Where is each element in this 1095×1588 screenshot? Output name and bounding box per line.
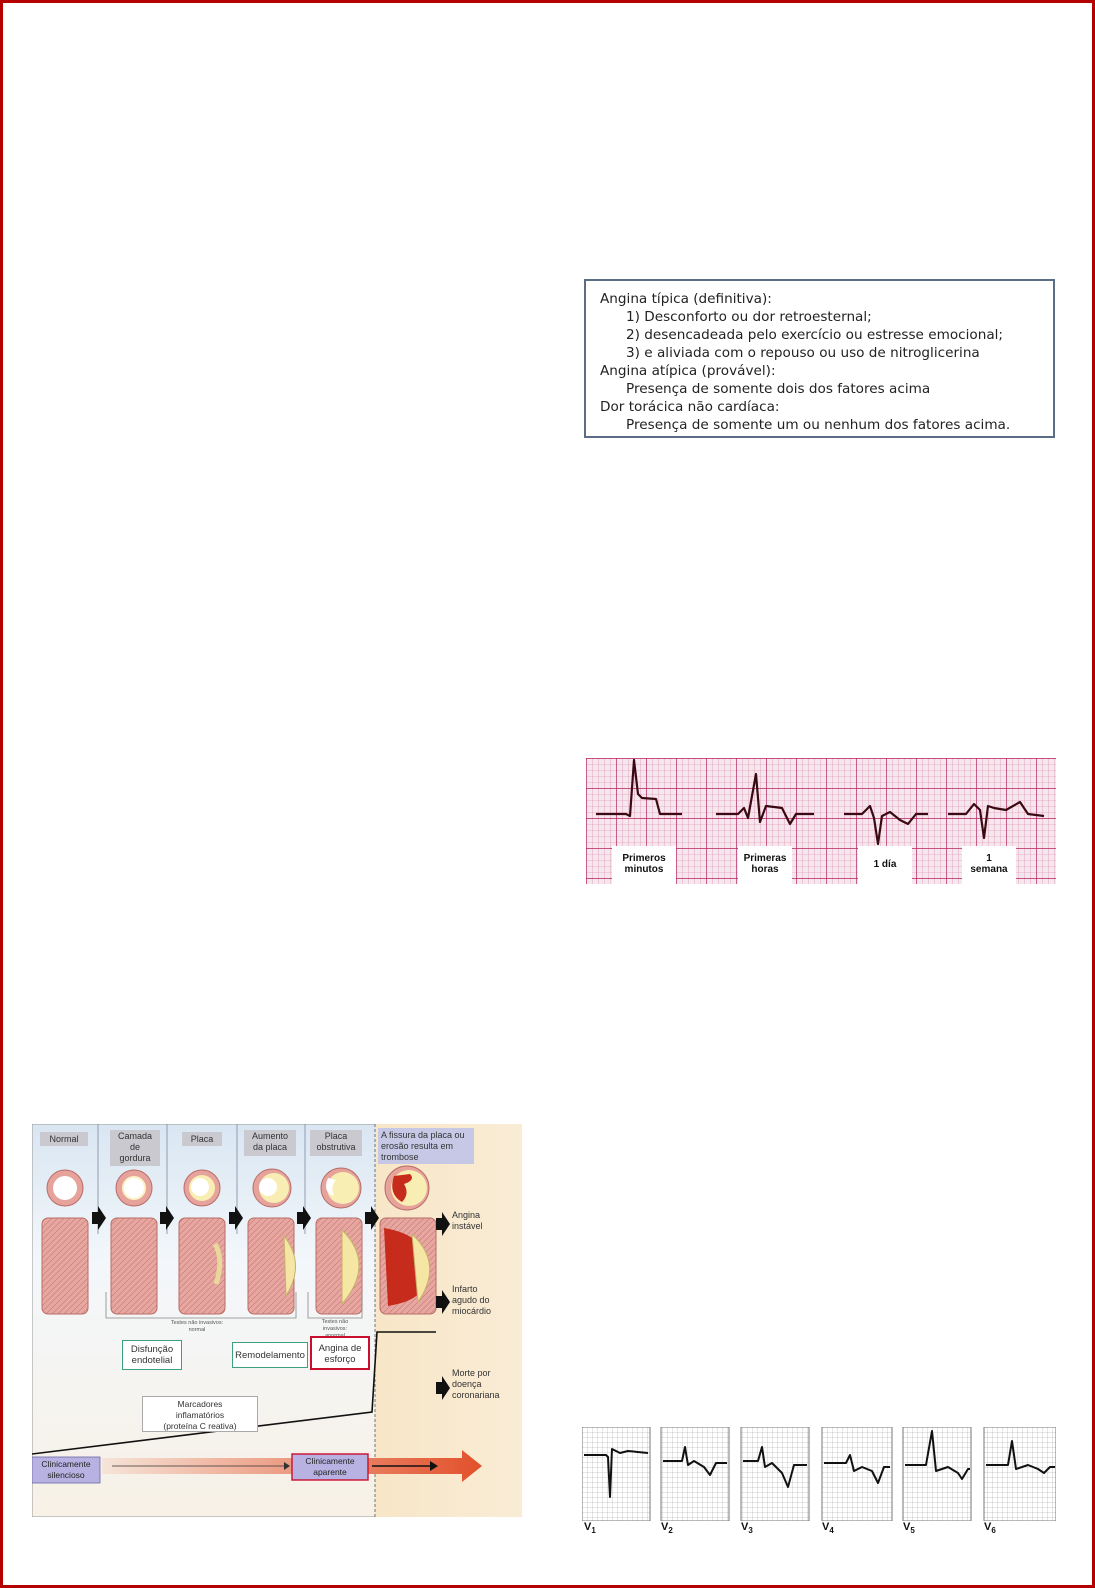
clinically-apparent-label: Clinicamente aparente [305, 1456, 355, 1477]
ecg-label-minutes-1: Primeros [622, 853, 666, 864]
angina-criterion-3: 3) e aliviada com o repouso ou uso de nitroglicerina [626, 345, 980, 361]
precordial-leads-svg [582, 1427, 1056, 1521]
tests-abnormal-label: Testes não invasivos: [321, 1319, 349, 1332]
ecg-evolution-figure [586, 758, 1056, 884]
angina-criterion-1: 1) Desconforto ou dor retroesternal; [626, 309, 872, 325]
atherosclerosis-svg [32, 1124, 522, 1517]
stage-plaque-growth-label: Aumento da placa [251, 1131, 289, 1152]
angina-criterion-2: 2) desencadeada pelo exercício ou estresse emocional; [626, 327, 1004, 343]
ecg-label-week-2: semana [970, 864, 1008, 875]
effort-angina-box: Angina de esforço [310, 1336, 370, 1370]
lead-label-v2: $V_2$ [661, 1521, 673, 1536]
remodeling-box: Remodelamento [232, 1342, 308, 1368]
endothelial-dysfunction-box: Disfunção endotelial [122, 1340, 182, 1370]
tests-normal-label: Testes não invasivos: normal [170, 1320, 224, 1333]
lead-label-v5: $V_5$ [903, 1521, 915, 1536]
ecg-label-week-1: 1 [986, 853, 992, 864]
stage-fat-layer-label: Camada de gordura [117, 1131, 153, 1163]
angina-atypical-text: Presença de somente dois dos fatores acima [626, 381, 931, 397]
precordial-leads-figure [582, 1427, 1056, 1537]
stage-normal-label: Normal [49, 1134, 79, 1144]
angina-typical-heading: Angina típica (definitiva): [600, 291, 772, 307]
outcome-ami: Infarto agudo do miocárdio [452, 1284, 492, 1316]
atherosclerosis-diagram [32, 1124, 522, 1517]
lead-label-v4: $V_4$ [822, 1521, 834, 1536]
clinically-silent-label: Clinicamente silencioso [41, 1459, 91, 1480]
stage-thrombosis-label: A fissura da placa ou erosão resulta em trombose [381, 1130, 465, 1162]
ecg-label-hours-1: Primeras [743, 853, 787, 864]
ecg-evolution-svg [586, 758, 1056, 884]
angina-atypical-heading: Angina atípica (provável): [600, 363, 776, 379]
ecg-label-minutes-2: minutos [624, 864, 664, 875]
angina-classification-box [584, 279, 1055, 438]
lead-label-v6: $V_6$ [984, 1521, 996, 1536]
inflammatory-markers-box: Marcadores inflamatórios (proteína C reativa) [142, 1396, 258, 1432]
outcome-unstable-angina: Angina instável [452, 1210, 483, 1231]
outcome-death: Morte por doença coronariana [452, 1368, 500, 1400]
ecg-label-hours-2: horas [751, 864, 779, 875]
lead-label-v3: $V_3$ [741, 1521, 753, 1536]
stage-plaque-label: Placa [190, 1134, 214, 1144]
ecg-label-day: 1 día [873, 859, 897, 870]
stage-obstructive-label: Placa obstrutiva [316, 1131, 356, 1152]
noncardiac-text: Presença de somente um ou nenhum dos fatores acima. [626, 417, 1011, 433]
noncardiac-heading: Dor torácica não cardíaca: [600, 399, 780, 415]
lead-label-v1: $V_1$ [584, 1521, 596, 1536]
